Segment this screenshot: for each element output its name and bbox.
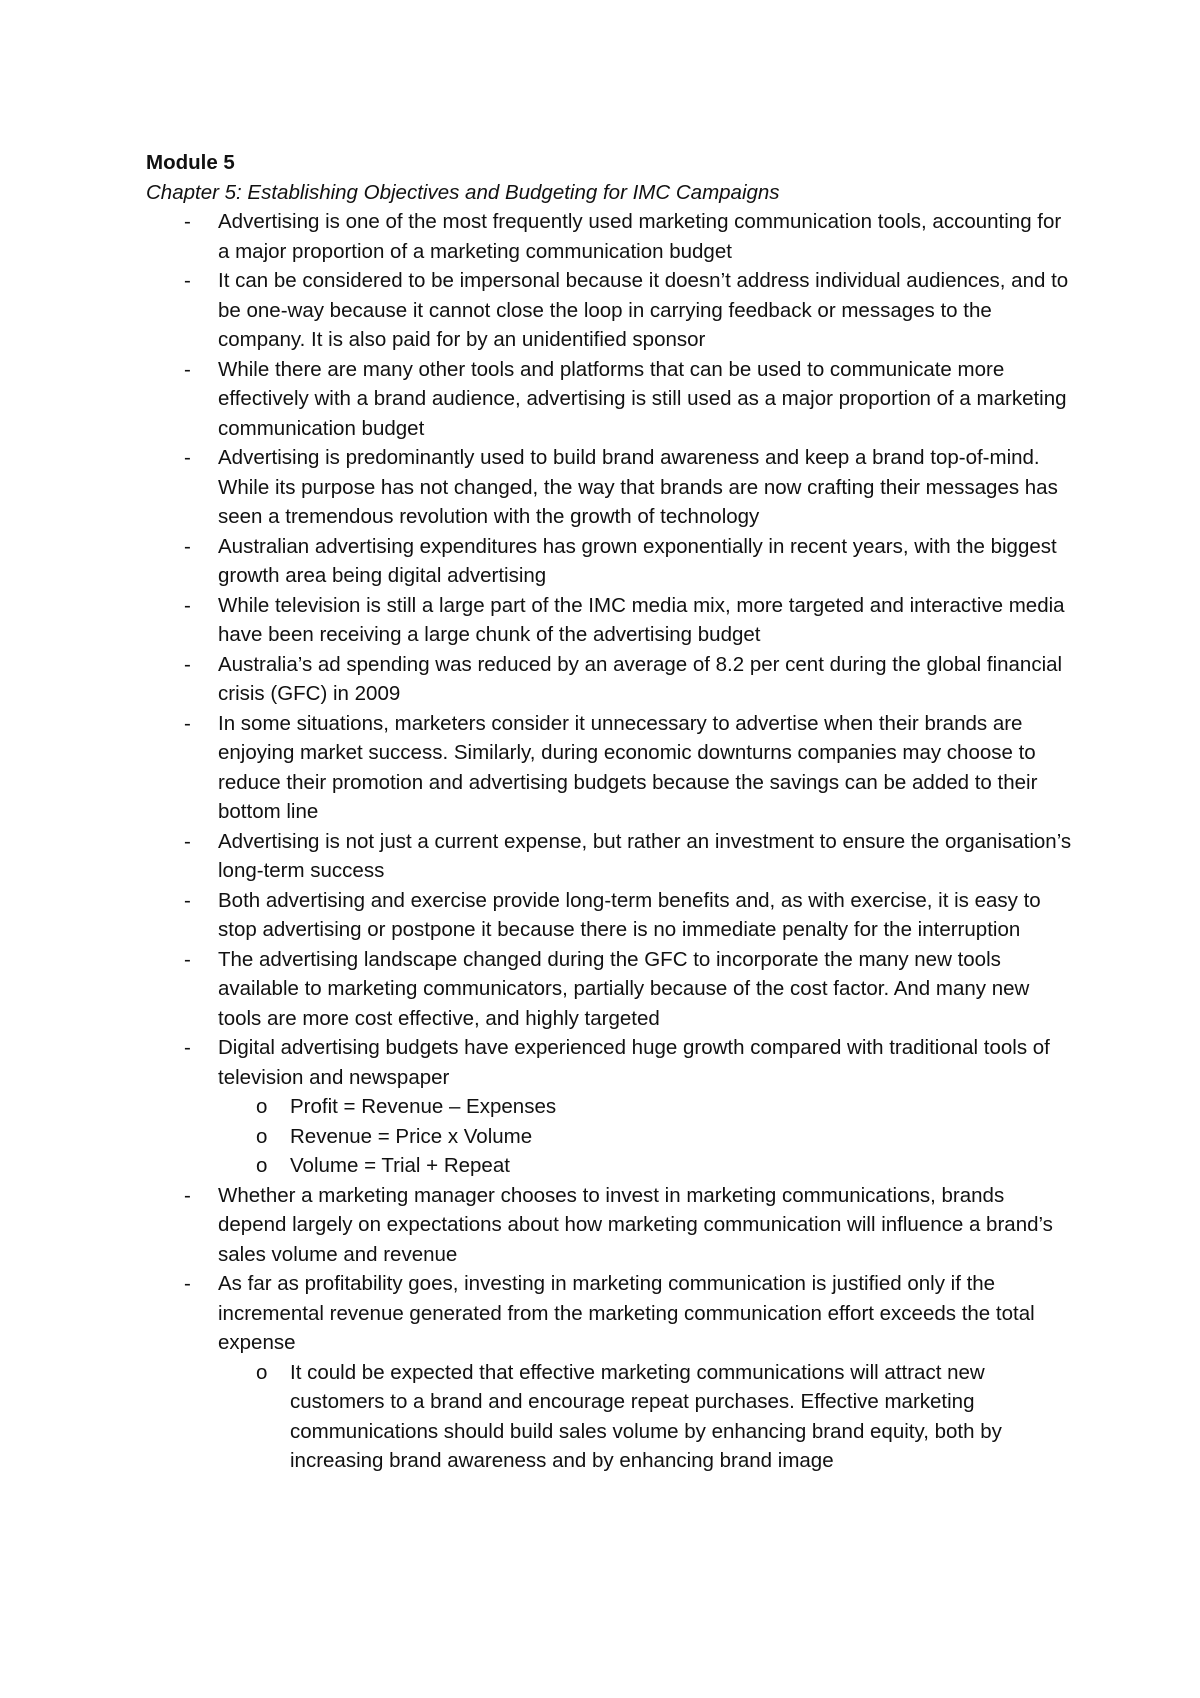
list-item-text: Advertising is one of the most frequently used marketing communication tools, accounting for a major proportion of a marketing communication budget [218,210,1062,263]
list-item [146,266,1076,355]
dash-bullet-marker: - [184,210,191,233]
sub-list-item-text: Volume = Trial + Repeat [290,1154,510,1177]
list-item [146,709,1076,827]
sub-list-item-text: It could be expected that effective marketing communications will attract new customers to a brand and encourage repeat purchases. Effective marketing communications should build sales volume by enhancing brand equity, both by increasing brand awareness and by enhancing brand image [290,1360,1002,1472]
list-item-text: While television is still a large part of the IMC media mix, more targeted and interactive media have been receiving a large chunk of the advertising budget [218,593,1065,646]
list-item-text: Whether a marketing manager chooses to invest in marketing communications, brands depend largely on expectations about how marketing communication will influence a brand’s sales volume and revenue [218,1183,1053,1266]
list-item [146,443,1076,532]
list-item [146,1269,1076,1476]
circle-bullet-marker: o [256,1154,268,1177]
sub-list [218,1358,1076,1476]
list-item [146,1033,1076,1181]
sub-list-item [146,1122,1076,1152]
dash-bullet-marker: - [184,1272,191,1295]
sub-list-item [146,1358,1076,1476]
sub-list [218,1092,1076,1181]
chapter-title: Chapter 5: Establishing Objectives and Budgeting for IMC Campaigns [146,180,780,204]
list-item-text: Australia’s ad spending was reduced by an average of 8.2 per cent during the global financial crisis (GFC) in 2009 [218,652,1063,705]
list-item-text: Digital advertising budgets have experienced huge growth compared with traditional tools of television and newspaper [218,1036,1050,1089]
list-item-text: Advertising is not just a current expense, but rather an investment to ensure the organisation’s long-term success [218,829,1072,882]
list-item-text: It can be considered to be impersonal because it doesn’t address individual audiences, and to be one-way because it cannot close the loop in carrying feedback or messages to the company. It is also paid for by an unidentified sponsor [218,269,1069,351]
document-page [146,148,1076,1476]
list-item-text: Advertising is predominantly used to build brand awareness and keep a brand top-of-mind. While its purpose has not changed, the way that brands are now crafting their messages has seen a tremendous revolution with the growth of technology [218,446,1058,528]
list-item-text: As far as profitability goes, investing in marketing communication is justified only if the incremental revenue generated from the marketing communication effort exceeds the total expense [218,1272,1035,1354]
list-item-text: Australian advertising expenditures has grown exponentially in recent years, with the biggest growth area being digital advertising [218,534,1057,587]
list-item [146,827,1076,886]
list-item-text: While there are many other tools and platforms that can be used to communicate more effectively with a brand audience, advertising is still used as a major proportion of a marketing communication budget [218,357,1067,440]
circle-bullet-marker: o [256,1360,268,1384]
dash-bullet-marker: - [184,593,191,617]
dash-bullet-marker: - [184,711,191,735]
bullet-list [146,207,1076,1476]
dash-bullet-marker: - [184,534,191,558]
dash-bullet-marker: - [184,357,191,381]
list-item [146,355,1076,444]
dash-bullet-marker: - [184,1036,191,1059]
sub-list-item-text: Profit = Revenue – Expenses [290,1095,557,1118]
dash-bullet-marker: - [184,446,191,469]
list-item [146,591,1076,650]
dash-bullet-marker: - [184,947,191,971]
sub-list-item-text: Revenue = Price x Volume [290,1124,533,1148]
dash-bullet-marker: - [184,1183,191,1207]
list-item [146,1181,1076,1270]
dash-bullet-marker: - [184,652,191,676]
list-item [146,532,1076,591]
dash-bullet-marker: - [184,269,191,292]
circle-bullet-marker: o [256,1095,268,1118]
sub-list-item [146,1092,1076,1122]
list-item [146,945,1076,1034]
list-item-text: In some situations, marketers consider it unnecessary to advertise when their brands are enjoying market success. Similarly, during economic downturns companies may choose to reduce their promotion and advertising budgets because the savings can be added to their bottom line [218,711,1038,823]
sub-list-item [146,1151,1076,1181]
circle-bullet-marker: o [256,1124,268,1148]
list-item [146,207,1076,266]
list-item [146,886,1076,945]
dash-bullet-marker: - [184,888,191,912]
module-title: Module 5 [146,151,235,174]
dash-bullet-marker: - [184,829,191,853]
list-item-text: Both advertising and exercise provide long-term benefits and, as with exercise, it is easy to stop advertising or postpone it because there is no immediate penalty for the interruption [218,888,1041,941]
list-item [146,650,1076,709]
list-item-text: The advertising landscape changed during the GFC to incorporate the many new tools available to marketing communicators, partially because of the cost factor. And many new tools are more cost effective, and highly targeted [218,947,1030,1030]
